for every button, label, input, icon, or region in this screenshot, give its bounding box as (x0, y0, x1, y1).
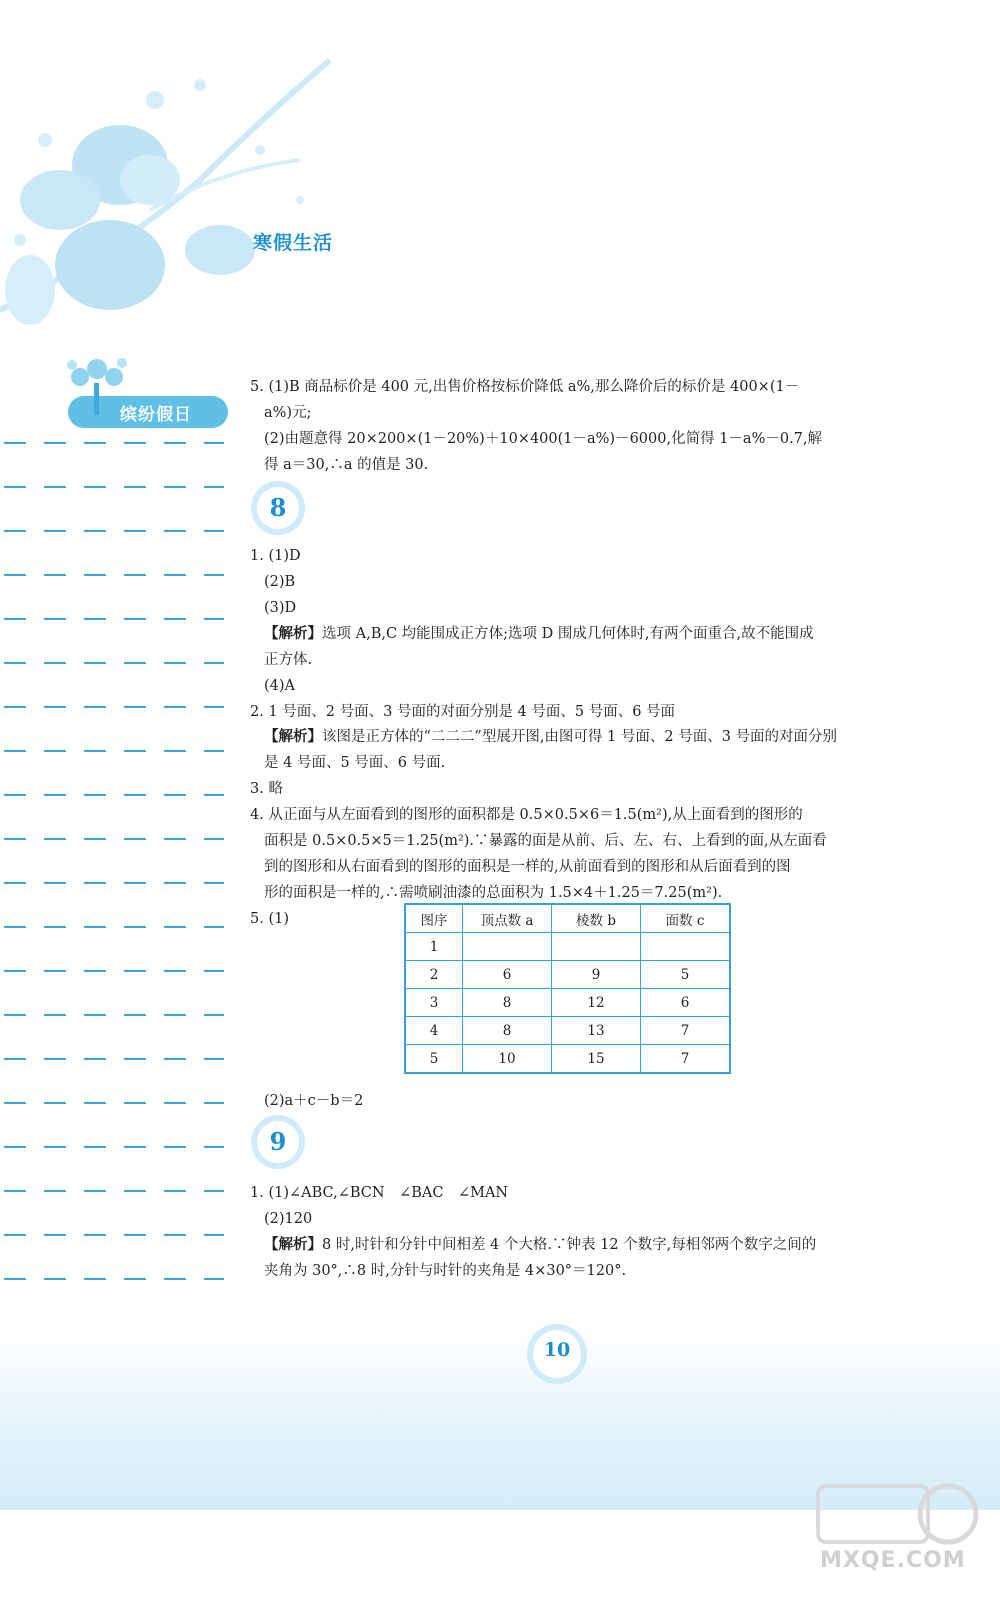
answer-line: 3. 略 (250, 781, 283, 797)
table-cell: 3 (405, 989, 463, 1017)
note-line (4, 750, 224, 752)
table-header: 顶点数 a (463, 904, 552, 933)
table-header-row (405, 904, 730, 933)
analysis-tag: 【解析】 (264, 1236, 322, 1253)
table-cell: 7 (641, 1017, 731, 1045)
polyhedron-table (404, 903, 731, 1074)
answer-line: 是 4 号面、5 号面、6 号面. (264, 755, 446, 771)
note-line (4, 1146, 224, 1148)
table-header: 棱数 b (552, 904, 641, 933)
analysis-text: 选项 A,B,C 均能围成正方体;选项 D 围成几何体时,有两个面重合,故不能围成 (322, 626, 814, 642)
note-line (4, 882, 224, 884)
note-line (4, 706, 224, 708)
watermark-text: MXQE.COM (820, 1548, 966, 1573)
answer-line: 到的图形和从右面看到的图形的面积是一样的,从前面看到的图形和从后面看到的图 (264, 859, 791, 875)
table-row (405, 1045, 730, 1074)
note-line (4, 1102, 224, 1104)
note-line (4, 1014, 224, 1016)
answer-line: 5. (1)B 商品标价是 400 元,出售价格按标价降低 a%,那么降价后的标价是 400×(1－ (250, 379, 800, 395)
table-cell: 8 (463, 1017, 552, 1045)
table-cell: 2 (405, 961, 463, 989)
table-cell: 7 (641, 1045, 731, 1074)
note-line (4, 926, 224, 928)
answer-line: (2)a＋c－b＝2 (264, 1093, 364, 1109)
analysis-line (264, 1232, 816, 1258)
header-title: 寒假生活 (253, 232, 334, 254)
note-line (4, 1278, 224, 1280)
header-decoration (0, 0, 1000, 360)
table-cell: 6 (463, 961, 552, 989)
table-header: 面数 c (641, 904, 731, 933)
note-line (4, 794, 224, 796)
analysis-line (264, 724, 837, 750)
table-cell: 5 (641, 961, 731, 989)
table-cell: 6 (641, 989, 731, 1017)
table-cell: 9 (552, 961, 641, 989)
note-line (4, 574, 224, 576)
analysis-line (264, 621, 814, 647)
table-cell: 12 (552, 989, 641, 1017)
table-row (405, 933, 730, 961)
answer-line: 1. (1)D (250, 548, 301, 564)
answer-line: 夹角为 30°,∴8 时,分针与时针的夹角是 4×30°＝120°. (264, 1263, 627, 1279)
answer-line: (3)D (264, 600, 297, 616)
analysis-text: 该图是正方体的“二二二”型展开图,由图可得 1 号面、2 号面、3 号面的对面分别 (322, 729, 838, 745)
note-line (4, 1234, 224, 1236)
answer-line: (2)B (264, 574, 296, 590)
table-row (405, 1017, 730, 1045)
answer-line: a%)元; (264, 405, 312, 421)
note-line (4, 486, 224, 488)
answer-line: 正方体. (264, 652, 313, 668)
table-cell (552, 933, 641, 961)
note-line (4, 838, 224, 840)
table-row (405, 989, 730, 1017)
section-number: 8 (269, 493, 287, 522)
answer-line: (4)A (264, 678, 296, 694)
table-cell: 4 (405, 1017, 463, 1045)
note-line (4, 1058, 224, 1060)
analysis-tag: 【解析】 (264, 625, 322, 642)
page-number: 10 (543, 1339, 571, 1361)
answer-line: 4. 从正面与从左面看到的图形的面积都是 0.5×0.5×6＝1.5(m²),从上面看到的图形的 (250, 807, 803, 823)
table-cell: 13 (552, 1017, 641, 1045)
table-cell (641, 933, 731, 961)
note-line (4, 442, 224, 444)
sidebar-badge-label: 缤纷假日 (120, 405, 192, 425)
note-line (4, 662, 224, 664)
note-line (4, 530, 224, 532)
note-lines (0, 370, 230, 1320)
answer-line: 得 a＝30,∴a 的值是 30. (264, 457, 429, 473)
table-cell (463, 933, 552, 961)
answer-line: 2. 1 号面、2 号面、3 号面的对面分别是 4 号面、5 号面、6 号面 (250, 704, 676, 720)
table-cell: 1 (405, 933, 463, 961)
note-line (4, 1190, 224, 1192)
note-line (4, 970, 224, 972)
table-row (405, 961, 730, 989)
note-line (4, 618, 224, 620)
answer-line: 5. (1) (250, 911, 289, 927)
table-cell: 10 (463, 1045, 552, 1074)
answer-line: 形的面积是一样的,∴需喷刷油漆的总面积为 1.5×4＋1.25＝7.25(m²). (264, 885, 723, 901)
analysis-text: 8 时,时针和分针中间相差 4 个大格.∵钟表 12 个数字,每相邻两个数字之间的 (322, 1237, 817, 1253)
answer-line: 面积是 0.5×0.5×5＝1.25(m²).∵暴露的面是从前、后、左、右、上看到的面,从左面看 (264, 833, 827, 849)
section-number: 9 (269, 1127, 287, 1156)
answer-line: 1. (1)∠ABC,∠BCN ∠BAC ∠MAN (250, 1185, 509, 1201)
table-cell: 5 (405, 1045, 463, 1074)
table-header: 图序 (405, 904, 463, 933)
table-cell: 8 (463, 989, 552, 1017)
table-cell: 15 (552, 1045, 641, 1074)
answer-line: (2)由题意得 20×200×(1－20%)＋10×400(1－a%)－6000,化简得 1－a%－0.7,解 (264, 431, 823, 447)
analysis-tag: 【解析】 (264, 728, 322, 745)
answer-line: (2)120 (264, 1211, 313, 1227)
